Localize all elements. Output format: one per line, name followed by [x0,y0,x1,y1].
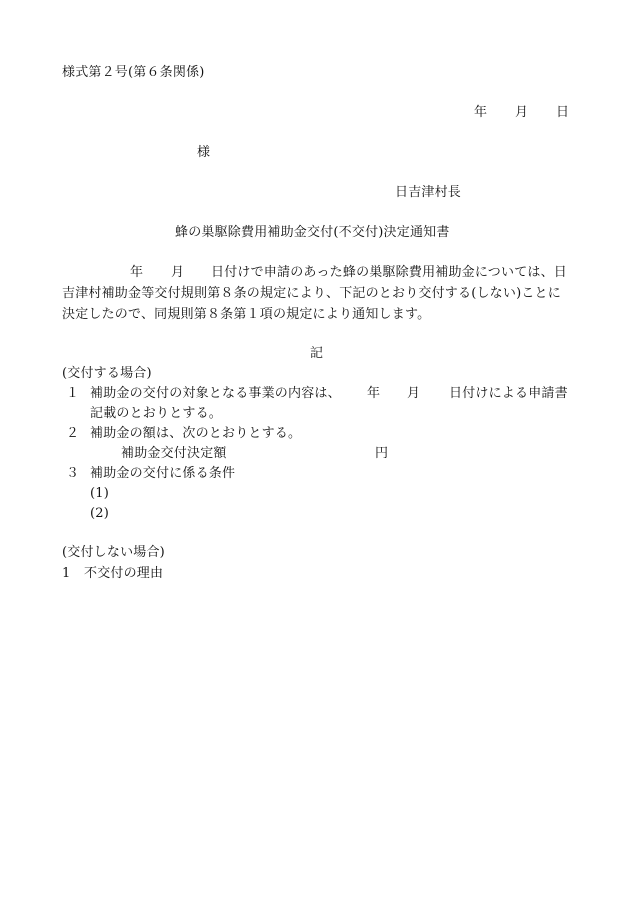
grant-item-2-text: 補助金の額は、次のとおりとする。 [90,426,302,441]
date-year-label: 年 [474,105,488,120]
issuer-name: 日吉津村長 [395,185,462,200]
grant-condition-2: (2) [90,506,110,521]
grant-item-1-continuation: 記載のとおりとする。 [90,406,223,421]
grant-section-heading: (交付する場合) [62,366,152,381]
grant-item-1-year: 年 [367,386,381,401]
document-title: 蜂の巣駆除費用補助金交付(不交付)決定通知書 [175,225,450,240]
ki-heading: 記 [310,346,324,361]
date-month-label: 月 [515,105,529,120]
grant-item-3-text: 補助金の交付に係る条件 [90,466,236,481]
body-line-3: 決定したので、同規則第８条第１項の規定により通知します。 [62,307,431,322]
grant-amount-label: 補助金交付決定額 [121,446,227,461]
form-number: 様式第２号(第６条関係) [62,65,205,80]
no-grant-section-heading: (交付しない場合) [62,545,165,560]
date-day-label: 日 [556,105,570,120]
addressee-suffix: 様 [197,145,211,160]
grant-item-1-number: １ [66,386,80,401]
body-year-label: 年 [130,265,144,280]
body-line-1: 日付けで申請のあった蜂の巣駆除費用補助金については、日 [211,265,568,280]
body-line-2: 吉津村補助金等交付規則第８条の規定により、下記のとおり交付する(しない)ことに [62,286,561,301]
grant-amount-currency: 円 [375,446,389,461]
grant-item-1-text: 補助金の交付の対象となる事業の内容は、 [90,386,341,401]
body-month-label: 月 [171,265,185,280]
grant-item-2-number: ２ [66,426,80,441]
grant-condition-1: (1) [90,486,110,501]
no-grant-item-1-text: 不交付の理由 [84,566,164,581]
no-grant-item-1-number: 1 [62,566,71,581]
grant-item-1-month: 月 [407,386,421,401]
grant-item-3-number: ３ [66,466,80,481]
grant-item-1-tail: 日付けによる申請書 [449,386,568,401]
